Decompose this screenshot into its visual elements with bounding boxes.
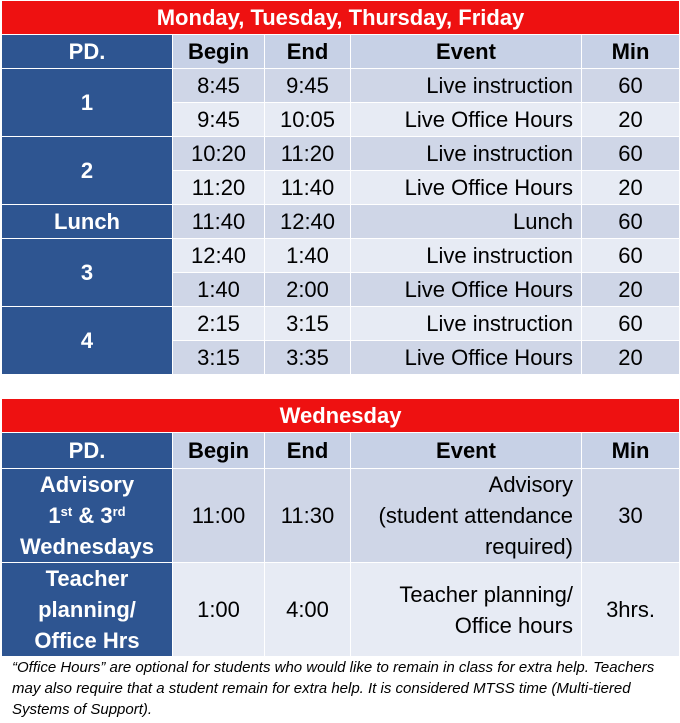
wednesday-schedule-title: Wednesday (2, 399, 680, 433)
table-row (2, 205, 680, 239)
header-min: Min (582, 433, 680, 469)
end-cell: 10:05 (265, 103, 351, 137)
header-end: End (265, 35, 351, 69)
event-cell: Live Office Hours (351, 103, 582, 137)
event-cell (351, 469, 582, 563)
begin-cell: 9:45 (173, 103, 265, 137)
header-end: End (265, 433, 351, 469)
table-row (2, 307, 680, 341)
table-row (2, 239, 680, 273)
end-cell: 2:00 (265, 273, 351, 307)
min-cell: 60 (582, 205, 680, 239)
end-cell: 3:15 (265, 307, 351, 341)
table-header-row (2, 35, 680, 69)
table-row (2, 137, 680, 171)
end-cell: 4:00 (265, 563, 351, 657)
end-cell: 3:35 (265, 341, 351, 375)
end-cell: 11:30 (265, 469, 351, 563)
header-begin: Begin (173, 35, 265, 69)
min-cell: 3hrs. (582, 563, 680, 657)
header-min: Min (582, 35, 680, 69)
wednesday-schedule-table (1, 398, 680, 657)
footnote: “Office Hours” are optional for students who would like to remain in class for extra help. Teachers may also require that a student remain for extra help. It is considered MTSS time (Multi-tiered Systems of Support). (12, 659, 655, 718)
min-cell: 20 (582, 273, 680, 307)
begin-cell: 2:15 (173, 307, 265, 341)
advisory-line-2: 1st & 3rd (48, 503, 126, 528)
header-event: Event (351, 433, 582, 469)
advisory-line-3: Wednesdays (19, 534, 155, 559)
table-row-advisory (2, 469, 680, 563)
end-cell: 11:20 (265, 137, 351, 171)
event-line-3: required) (484, 534, 573, 559)
begin-cell: 11:40 (173, 205, 265, 239)
begin-cell: 12:40 (173, 239, 265, 273)
event-cell (351, 563, 582, 657)
planning-line-3: Office Hrs (34, 628, 140, 653)
event-cell: Live Office Hours (351, 171, 582, 205)
begin-cell: 8:45 (173, 69, 265, 103)
min-cell: 60 (582, 137, 680, 171)
period-cell: 4 (2, 307, 173, 375)
begin-cell: 10:20 (173, 137, 265, 171)
min-cell: 30 (582, 469, 680, 563)
end-cell: 11:40 (265, 171, 351, 205)
event-cell: Live Office Hours (351, 341, 582, 375)
event-line-1: Teacher planning/ (399, 581, 573, 607)
event-cell: Live instruction (351, 137, 582, 171)
header-event: Event (351, 35, 582, 69)
min-cell: 20 (582, 341, 680, 375)
period-cell-planning (2, 563, 173, 657)
weekday-schedule-table (1, 0, 680, 375)
period-cell: 3 (2, 239, 173, 307)
header-begin: Begin (173, 433, 265, 469)
min-cell: 60 (582, 239, 680, 273)
event-line-1: Advisory (488, 472, 573, 497)
event-cell: Live instruction (351, 239, 582, 273)
min-cell: 60 (582, 307, 680, 341)
planning-line-2: planning/ (38, 597, 136, 622)
begin-cell: 1:00 (173, 563, 265, 657)
begin-cell: 11:20 (173, 171, 265, 205)
advisory-line-1: Advisory (39, 472, 135, 497)
table-header-row (2, 433, 680, 469)
min-cell: 20 (582, 103, 680, 137)
event-cell: Live instruction (351, 69, 582, 103)
weekday-schedule-title: Monday, Tuesday, Thursday, Friday (2, 1, 680, 35)
header-pd: PD. (2, 35, 173, 69)
begin-cell: 1:40 (173, 273, 265, 307)
period-cell-advisory (2, 469, 173, 563)
begin-cell: 11:00 (173, 469, 265, 563)
end-cell: 12:40 (265, 205, 351, 239)
header-pd: PD. (2, 433, 173, 469)
min-cell: 60 (582, 69, 680, 103)
event-cell: Live Office Hours (351, 273, 582, 307)
planning-line-1: Teacher (45, 566, 129, 591)
event-cell: Lunch (351, 205, 582, 239)
end-cell: 1:40 (265, 239, 351, 273)
end-cell: 9:45 (265, 69, 351, 103)
begin-cell: 3:15 (173, 341, 265, 375)
event-cell: Live instruction (351, 307, 582, 341)
table-row-planning (2, 563, 680, 657)
period-cell: Lunch (2, 205, 173, 239)
table-row (2, 69, 680, 103)
min-cell: 20 (582, 171, 680, 205)
period-cell: 1 (2, 69, 173, 137)
period-cell: 2 (2, 137, 173, 205)
event-line-2: Office hours (454, 612, 573, 638)
event-line-2: (student attendance (378, 503, 573, 528)
